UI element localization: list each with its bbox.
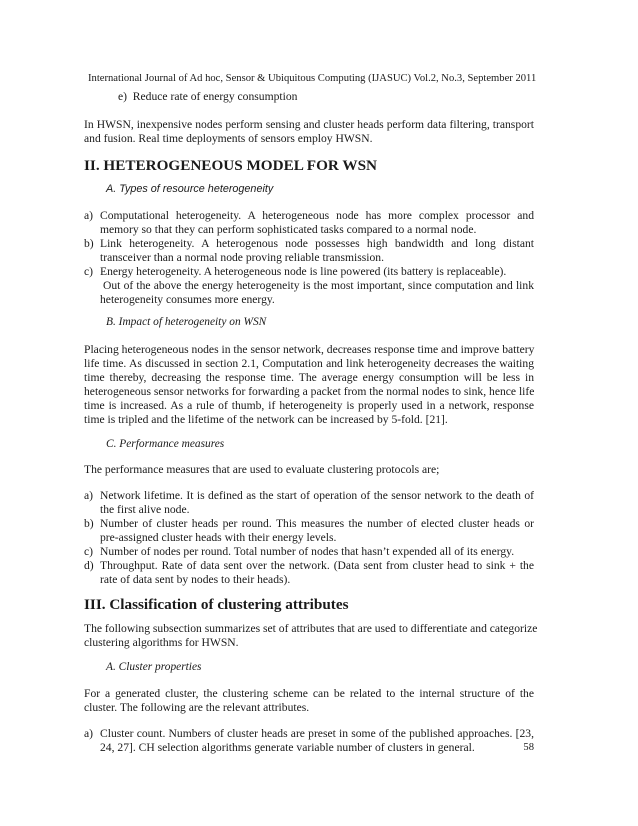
list-item xyxy=(84,237,534,265)
list-text: Network lifetime. It is defined as the start of operation of the sensor network to the death of the first alive node. xyxy=(100,489,534,516)
list-item xyxy=(84,559,534,587)
types-followup-line-1: Out of the above the energy heterogeneity is the most important, since computation and link xyxy=(103,279,534,292)
list-marker: d) xyxy=(84,559,94,572)
impact-line-5: time is increased. As a rule of thumb, if heterogeneity is properly used in a network, response xyxy=(84,399,534,412)
list-text: Throughput. Rate of data sent over the network. (Data sent from cluster head to sink + the rate of data sent by nodes to their heads). xyxy=(100,559,534,586)
impact-line-1: Placing heterogeneous nodes in the sensor network, decreases response time and improve battery xyxy=(84,343,535,356)
list-marker: c) xyxy=(84,545,94,558)
list-item xyxy=(84,517,534,545)
section3-line-2: clustering algorithms for HWSN. xyxy=(84,636,239,649)
types-followup-line-2: heterogeneity consumes more energy. xyxy=(100,293,275,306)
list-item xyxy=(84,489,534,517)
intro-line-1: In HWSN, inexpensive nodes perform sensing and cluster heads perform data filtering, transport xyxy=(84,118,534,131)
running-header: International Journal of Ad hoc, Sensor & Ubiquitous Computing (IJASUC) Vol.2, No.3, September 2011 xyxy=(88,73,537,84)
list-marker: b) xyxy=(84,517,94,530)
list-item xyxy=(84,265,534,279)
list-marker: a) xyxy=(84,209,94,222)
list-text: Link heterogeneity. A heterogenous node possesses high bandwidth and long distant transceiver than a normal node proving reliable transmission. xyxy=(100,237,534,264)
impact-line-6: time is tripled and the lifetime of the network can be increased by 5-fold. [21]. xyxy=(84,413,448,426)
impact-line-3: time thereby, decreasing the response time. The average energy consumption will be less in xyxy=(84,371,534,384)
page-number: 58 xyxy=(523,742,534,753)
list-text: Cluster count. Numbers of cluster heads are preset in some of the published approaches. [23, 24, 27]. CH selection algorithms generate variable number of clusters in general. xyxy=(100,727,534,754)
list-marker: c) xyxy=(84,265,94,278)
section3-line-1: The following subsection summarizes set of attributes that are used to differentiate and categorize xyxy=(84,622,538,635)
section-heading-2: II. HETEROGENEOUS MODEL FOR WSN xyxy=(84,157,377,174)
list-marker: b) xyxy=(84,237,94,250)
list-text: Computational heterogeneity. A heterogeneous node has more complex processor and memory so that they can perform sophisticated tasks compared to a normal node. xyxy=(100,209,534,236)
subsection-heading-3a: A. Cluster properties xyxy=(106,661,202,673)
list-marker: a) xyxy=(84,489,94,502)
list-text: Number of nodes per round. Total number of nodes that hasn’t expended all of its energy. xyxy=(100,545,515,558)
intro-line-2: and fusion. Real time deployments of sensors employ HWSN. xyxy=(84,132,373,145)
impact-line-4: heterogeneous sensor networks for forwarding a packet from the normal nodes to sink, hence life xyxy=(84,385,535,398)
list-item xyxy=(84,209,534,237)
section-heading-3: III. Classification of clustering attributes xyxy=(84,596,349,613)
list-text: Number of cluster heads per round. This measures the number of elected cluster heads or pre-assigned cluster heads with their energy levels. xyxy=(100,517,534,544)
list-marker: a) xyxy=(84,727,94,740)
impact-line-2: life time. As discussed in section 2.1, Computation and link heterogeneity decreases the waiting xyxy=(84,357,534,370)
subsection-heading-2a: A. Types of resource heterogeneity xyxy=(106,183,274,195)
list-item xyxy=(84,727,534,755)
cluster-line-1: For a generated cluster, the clustering scheme can be related to the internal structure of the xyxy=(84,687,534,700)
list-text: Energy heterogeneity. A heterogeneous node is line powered (its battery is replaceable). xyxy=(100,265,507,278)
subsection-heading-2c: C. Performance measures xyxy=(106,438,225,450)
list-item-e: e) Reduce rate of energy consumption xyxy=(118,90,298,103)
performance-intro: The performance measures that are used to evaluate clustering protocols are; xyxy=(84,463,440,476)
cluster-line-2: cluster. The following are the relevant attributes. xyxy=(84,701,310,714)
list-item xyxy=(84,545,534,559)
subsection-heading-2b: B. Impact of heterogeneity on WSN xyxy=(106,316,267,328)
